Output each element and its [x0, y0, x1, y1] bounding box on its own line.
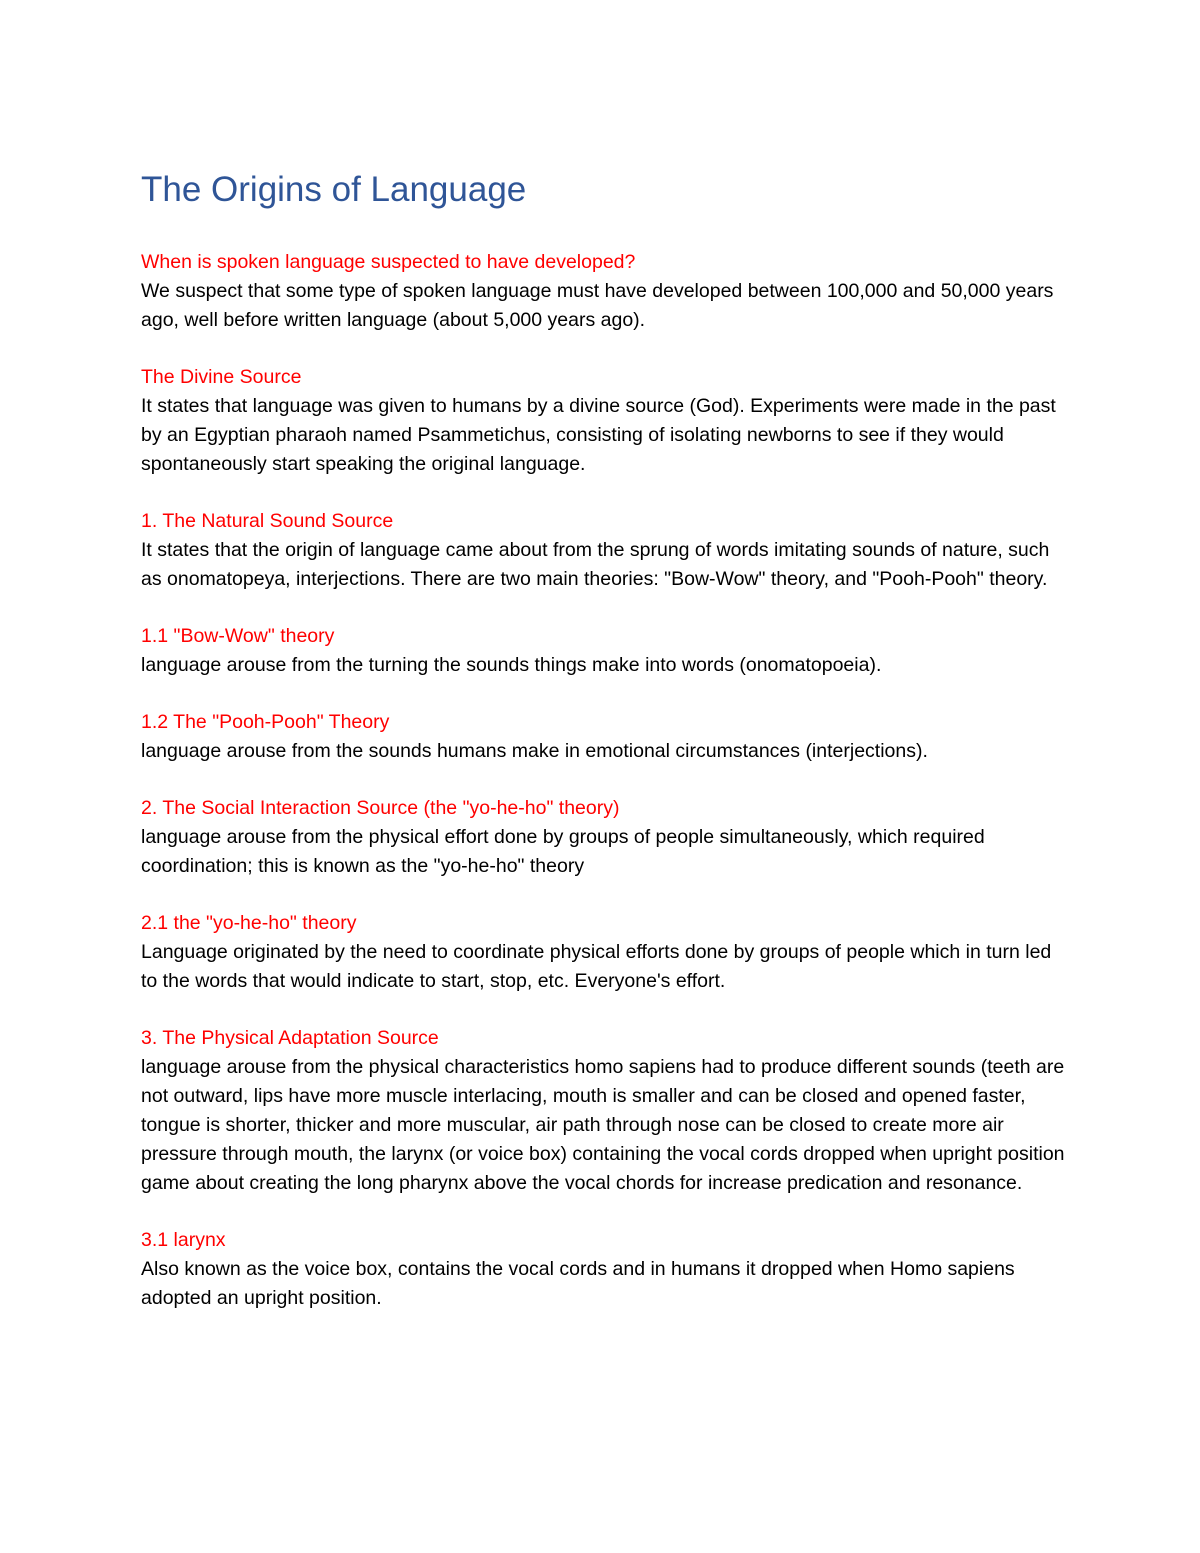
section-natural-sound-source: [141, 507, 1066, 594]
section-yo-he-ho-theory: [141, 909, 1066, 996]
section-social-interaction-source: [141, 794, 1066, 881]
section-body: language arouse from the turning the sounds things make into words (onomatopoeia).: [141, 654, 882, 676]
section-heading: The Divine Source: [141, 366, 302, 388]
section-heading: 1. The Natural Sound Source: [141, 510, 394, 532]
section-heading: 3.1 larynx: [141, 1229, 226, 1251]
section-larynx: [141, 1226, 1066, 1313]
section-heading: 1.1 "Bow-Wow" theory: [141, 625, 335, 647]
section-heading: When is spoken language suspected to have developed?: [141, 251, 636, 273]
section-heading: 2. The Social Interaction Source (the "yo-he-ho" theory): [141, 797, 620, 819]
section-body: language arouse from the physical effort done by groups of people simultaneously, which required coordination; this is known as the "yo-he-ho" theory: [141, 826, 985, 877]
section-body: language arouse from the physical characteristics homo sapiens had to produce different sounds (teeth are not outward, lips have more muscle interlacing, mouth is smaller and can be closed and opened faster, tongue is shorter, thicker and more muscular, air path through nose can be closed to create more air pressure through mouth, the larynx (or voice box) containing the vocal cords dropped when upright position game about creating the long pharynx above the vocal chords for increase predication and resonance.: [141, 1056, 1065, 1194]
section-heading: 2.1 the "yo-he-ho" theory: [141, 912, 357, 934]
section-physical-adaptation-source: [141, 1024, 1066, 1198]
section-body: It states that language was given to humans by a divine source (God). Experiments were made in the past by an Egyptian pharaoh named Psammetichus, consisting of isolating newborns to see if they would spontaneously start speaking the original language.: [141, 395, 1056, 475]
section-divine-source: [141, 363, 1066, 479]
section-body: Language originated by the need to coordinate physical efforts done by groups of people which in turn led to the words that would indicate to start, stop, etc. Everyone's effort.: [141, 941, 1052, 992]
document-title: The Origins of Language: [141, 170, 527, 209]
section-bow-wow-theory: [141, 622, 1066, 680]
section-body: It states that the origin of language came about from the sprung of words imitating sounds of nature, such as onomatopeya, interjections. There are two main theories: "Bow-Wow" theory, and "Pooh-Pooh" theory.: [141, 539, 1050, 590]
document-content: [141, 166, 1066, 1341]
section-body: Also known as the voice box, contains the vocal cords and in humans it dropped when Homo sapiens adopted an upright position.: [141, 1258, 1015, 1309]
section-spoken-language: [141, 248, 1066, 335]
section-body: We suspect that some type of spoken language must have developed between 100,000 and 50,000 years ago, well before written language (about 5,000 years ago).: [141, 280, 1054, 331]
section-heading: 3. The Physical Adaptation Source: [141, 1027, 439, 1049]
section-pooh-pooh-theory: [141, 708, 1066, 766]
section-body: language arouse from the sounds humans make in emotional circumstances (interjections).: [141, 740, 928, 762]
section-heading: 1.2 The "Pooh-Pooh" Theory: [141, 711, 390, 733]
